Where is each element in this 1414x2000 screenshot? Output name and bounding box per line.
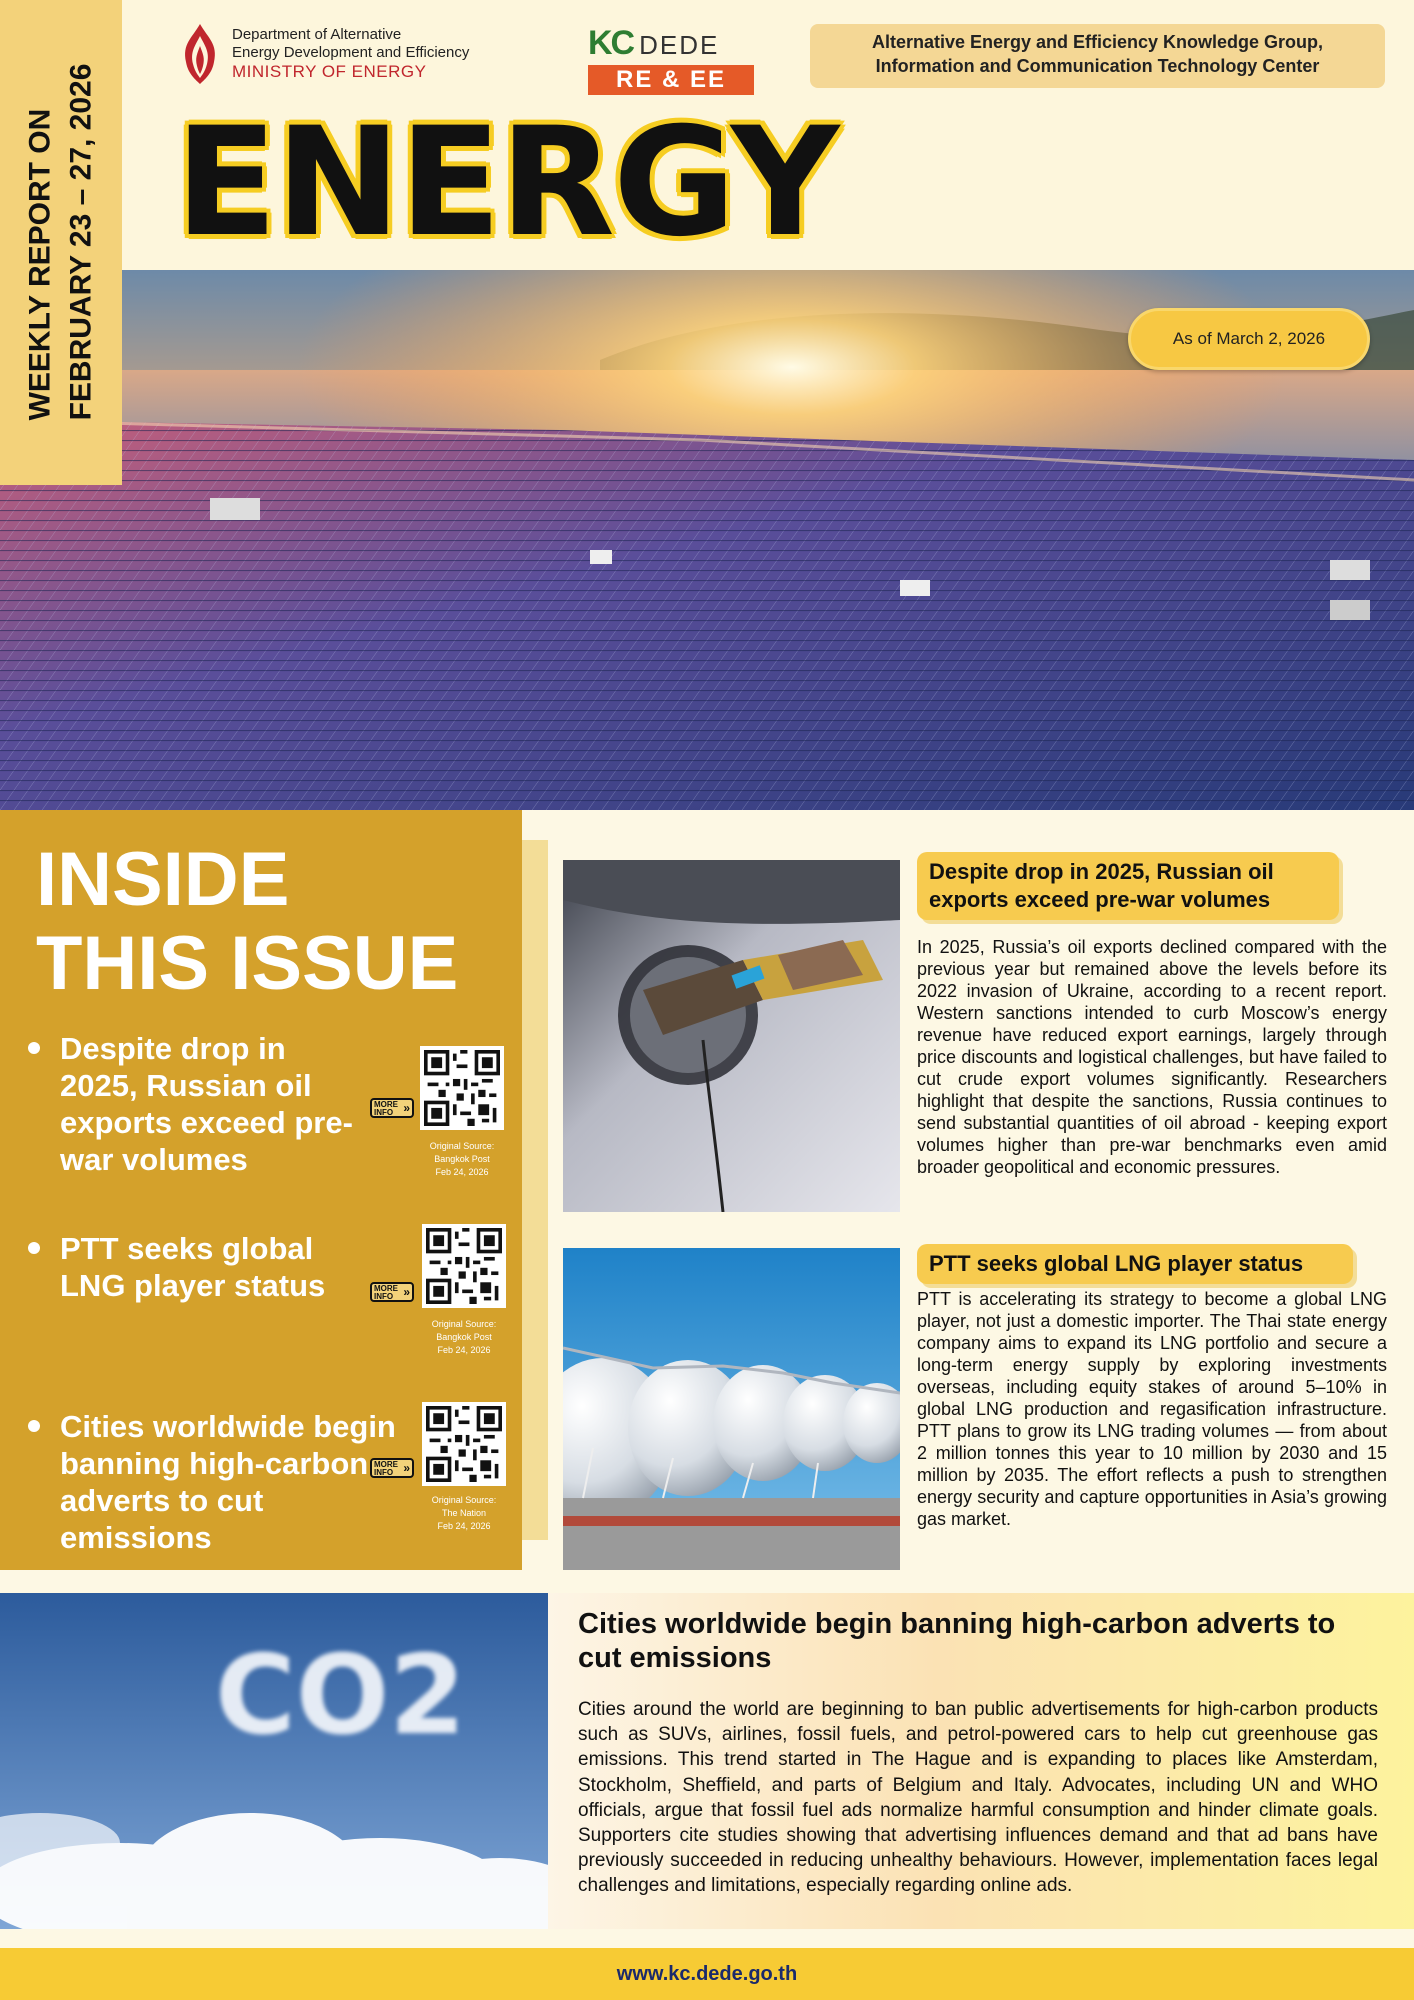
co2-article-panel [548, 1593, 1414, 1929]
qr-code[interactable] [422, 1224, 506, 1308]
source-label: Original Source: [431, 1319, 497, 1329]
weekly-report-line2: FEBRUARY 23 – 27, 2026 [64, 63, 97, 421]
ministry-logo[interactable] [178, 22, 469, 86]
kc-dede-text: DEDE [639, 30, 720, 60]
source-name: Bangkok Post [436, 1332, 492, 1342]
source-credit [409, 1318, 519, 1357]
inside-title [36, 838, 458, 1006]
source-date: Feb 24, 2026 [437, 1345, 491, 1355]
article-1-title: Despite drop in 2025, Russian oil exports exceed pre-war volumes [917, 852, 1339, 920]
article-2-title: PTT seeks global LNG player status [917, 1244, 1353, 1284]
footer-website-link[interactable]: www.kc.dede.go.th [616, 1963, 798, 1985]
inside-this-issue-panel [0, 810, 522, 1570]
fuel-nozzle-image [563, 860, 900, 1212]
footer [0, 1948, 1414, 2000]
weekly-report-banner [0, 0, 122, 485]
more-info-label: MORE INFO [374, 1100, 398, 1117]
weekly-report-line1: WEEKLY REPORT ON [23, 108, 57, 421]
ministry-line3: MINISTRY OF ENERGY [232, 61, 427, 81]
toc-item-title: Despite drop in 2025, Russian oil exports exceed pre-war volumes [60, 1031, 353, 1177]
qr-code-icon [424, 1050, 500, 1126]
article-3-body: Cities around the world are beginning to ban public advertisements for high-carbon products such as SUVs, airlines, fossil fuels, and petrol-powered cars to help cut greenhouse gas emissions. This trend started in The Hague and is expanding to places like Amsterdam, Stockholm, Sheffield, and parts of Belgium and Italy. Advocates, including UN and WHO officials, argue that fossil fuel ads normalize harmful consumption and hinder climate goals. Supporters cite studies showing that advertising influences demand and that ad bans have previously succeeded in reducing unhealthy behaviours. However, implementation faces legal challenges and limitations, especially regarding online ads. [578, 1699, 1378, 1897]
source-date: Feb 24, 2026 [435, 1167, 489, 1177]
group-line2: Information and Communication Technology Center [875, 56, 1320, 77]
qr-code[interactable] [422, 1402, 506, 1486]
article-3-title: Cities worldwide begin banning high-carbon adverts to cut emissions [578, 1608, 1336, 1674]
lng-tanks-image [563, 1248, 900, 1570]
kc-bar-text: RE & EE [588, 65, 754, 95]
fuel-nozzle-photo [563, 860, 900, 1212]
source-name: The Nation [441, 1508, 487, 1518]
inside-panel-shadow [522, 840, 548, 1540]
flame-icon [178, 22, 222, 86]
ministry-line2: Energy Development and Efficiency [232, 43, 470, 61]
kc-dede-logo[interactable] [588, 24, 754, 93]
group-line1: Alternative Energy and Efficiency Knowledge Group, [871, 32, 1324, 52]
page-title: ENERGY [175, 96, 838, 270]
source-credit [407, 1140, 517, 1179]
source-label: Original Source: [429, 1141, 495, 1151]
co2-cloud-text: CO2 [215, 1631, 466, 1759]
toc-item-title: Cities worldwide begin banning high-carbon adverts to cut emissions [60, 1409, 396, 1555]
bullet-icon [28, 1042, 40, 1054]
more-info-label: MORE INFO [374, 1284, 398, 1301]
toc-item-title: PTT seeks global LNG player status [60, 1231, 326, 1303]
co2-clouds-image [0, 1593, 548, 1929]
double-arrow-icon: » [403, 1461, 410, 1475]
double-arrow-icon: » [403, 1285, 410, 1299]
weekly-report-text [21, 64, 102, 421]
group-name-box [810, 24, 1385, 88]
lng-tanks-photo [563, 1248, 900, 1570]
qr-code-icon [426, 1228, 502, 1304]
more-info-tag[interactable] [370, 1282, 414, 1302]
double-arrow-icon: » [403, 1101, 410, 1115]
inside-title-line2: THIS ISSUE [36, 921, 459, 1006]
ministry-name [232, 26, 469, 82]
article-1-body: In 2025, Russia’s oil exports declined compared with the previous year but remained above the levels before its 2022 invasion of Ukraine, according to a recent report. Western sanctions intended to curb Moscow’s energy revenue have reduced export earnings, largely through price discounts and logistical challenges, but have failed to cut crude export volumes significantly. Researchers highlight that despite the sanctions, Russia continues to send substantial quantities of oil abroad - keeping export volumes higher than pre-war benchmarks even amid broader geopolitical and economic pressures. [917, 937, 1387, 1177]
bullet-icon [28, 1420, 40, 1432]
qr-code-icon [426, 1406, 502, 1482]
ministry-line1: Department of Alternative [232, 25, 402, 43]
source-name: Bangkok Post [434, 1154, 490, 1164]
source-label: Original Source: [431, 1495, 497, 1505]
qr-code[interactable] [420, 1046, 504, 1130]
bullet-icon [28, 1242, 40, 1254]
kc-mark: KC [588, 24, 634, 62]
date-badge: As of March 2, 2026 [1128, 308, 1370, 370]
page-header [0, 0, 1414, 270]
more-info-tag[interactable] [370, 1458, 414, 1478]
co2-clouds-photo [0, 1593, 548, 1929]
more-info-label: MORE INFO [374, 1460, 398, 1477]
source-date: Feb 24, 2026 [437, 1521, 491, 1531]
source-credit [409, 1494, 519, 1533]
article-2-body: PTT is accelerating its strategy to become a global LNG player, not just a domestic importer. The Thai state energy company aims to expand its LNG portfolio and secure a long-term energy supply by exploring investments overseas, including equity stakes of around 5–10% in global LNG production and regasification infrastructure. PTT plans to grow its LNG trading volumes — from about 2 million tonnes this year to 10 million by 2030 and 15 million by 2035. The effort reflects a push to strengthen energy security and capture opportunities in Asia’s growing gas market. [917, 1289, 1387, 1529]
inside-title-line1: INSIDE [36, 837, 290, 922]
more-info-tag[interactable] [370, 1098, 414, 1118]
